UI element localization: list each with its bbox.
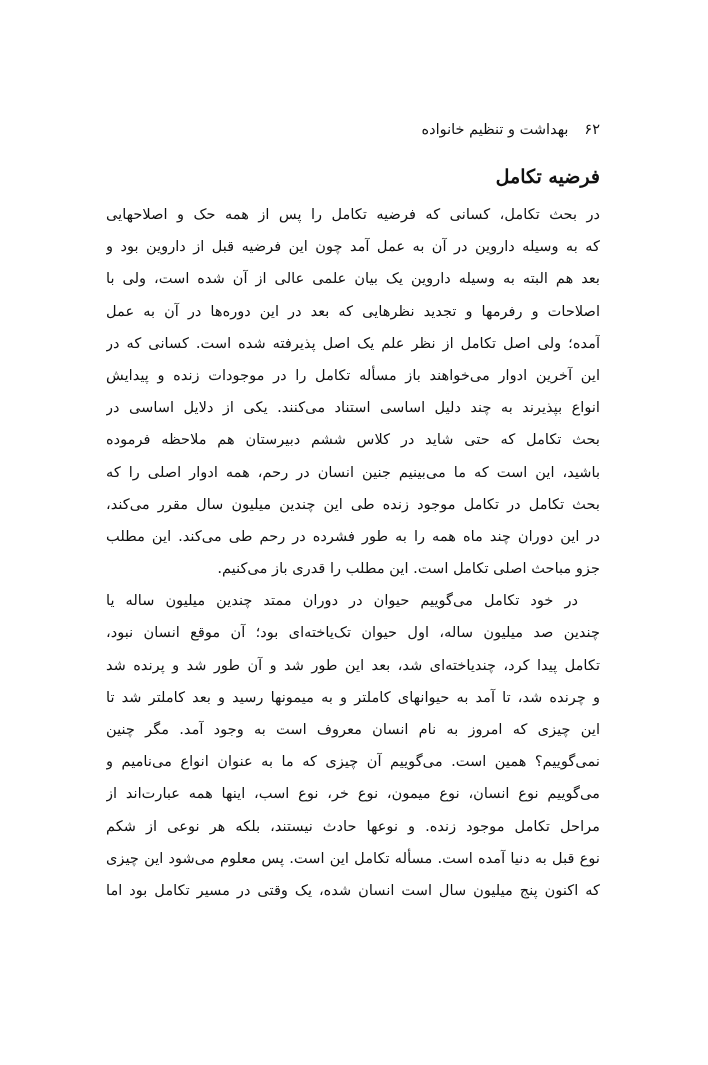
text-line: در خود تکامل می‌گوییم حیوان در دوران ممتد چندین میلیون ساله یا (106, 592, 578, 610)
paragraph-2 (106, 585, 600, 907)
paragraph-1 (106, 199, 600, 585)
text-line: می‌گوییم نوع انسان، نوع میمون، نوع خر، نوع اسب، اینها همه عبارت‌اند از (106, 785, 600, 803)
text-line: باشید، این است که ما می‌بینیم جنین انسان در رحم، همه ادوار اصلی را که (106, 463, 600, 481)
text-line: آمده؛ ولی اصل تکامل از نظر علم یک اصل پذیرفته شده است. کسانی که در (106, 334, 600, 352)
text-line: مراحل تکامل موجود زنده. و نوعها حادث نیستند، بلکه هر نوعی از شکم (106, 817, 600, 835)
text-line: که به وسیله داروین در آن به عمل آمد چون این فرضیه قبل از داروین بود و (106, 238, 600, 256)
text-line: در بحث تکامل، کسانی که فرضیه تکامل را پس از همه حک و اصلاحهایی (106, 206, 600, 223)
page-number: ۶۲ (584, 122, 600, 138)
text-line: تکامل پیدا کرد، چندیاخته‌ای شد، بعد این طور شد و آن طور شد و پرنده شد (106, 656, 600, 674)
text-line: بعد هم البته به وسیله داروین یک بیان علمی عالی از آن شده است، ولی با (106, 270, 600, 288)
text-line: انواع بپذیرند به چند دلیل اساسی استناد می‌کنند. یکی از دلایل اساسی در (106, 399, 600, 417)
text-line: در این دوران چند ماه همه را به طور فشرده در رحم طی می‌کند. این مطلب (106, 527, 600, 545)
text-line: جزو مباحث اصلی تکامل است. این مطلب را قدری باز می‌کنیم. (217, 560, 600, 578)
text-line: این چیزی که امروز به نام انسان معروف است به وجود آمد. مگر چنین (106, 721, 600, 738)
text-line: نمی‌گوییم؟ همین است. می‌گوییم آن چیزی که ما به عنوان انواع می‌نامیم و (106, 753, 600, 771)
running-header (422, 120, 600, 140)
text-line: اصلاحات و رفرمها و تجدید نظرهایی که بعد در این دوره‌ها در آن به عمل (106, 302, 600, 320)
body-text (106, 199, 600, 907)
text-line: و چرنده شد، تا آمد به حیوانهای کاملتر و به میمونها رسید و بعد کاملتر شد تا (106, 688, 600, 706)
text-line: بحث تکامل که حتی شاید در کلاس ششم دبیرستان هم ملاحظه فرموده (106, 431, 600, 449)
text-line: چندین صد میلیون ساله، اول حیوان تک‌یاخته‌ای بود؛ آن موقع انسان نبود، (106, 624, 600, 642)
text-line: بحث تکامل در تکامل موجود زنده طی این چندین میلیون سال مقرر می‌کند، (106, 495, 600, 513)
book-title: بهداشت و تنظیم خانواده (421, 122, 569, 138)
section-heading: فرضیه تکامل (495, 166, 600, 188)
text-line: این آخرین ادوار می‌خواهند باز مسأله تکامل را در موجودات زنده و پیدایش (106, 366, 600, 384)
text-line: که اکنون پنج میلیون سال است انسان شده، یک وقتی در مسیر تکامل بود اما (106, 881, 600, 899)
text-line: نوع قبل به دنیا آمده است. مسأله تکامل این است. پس معلوم می‌شود این چیزی (106, 849, 600, 867)
